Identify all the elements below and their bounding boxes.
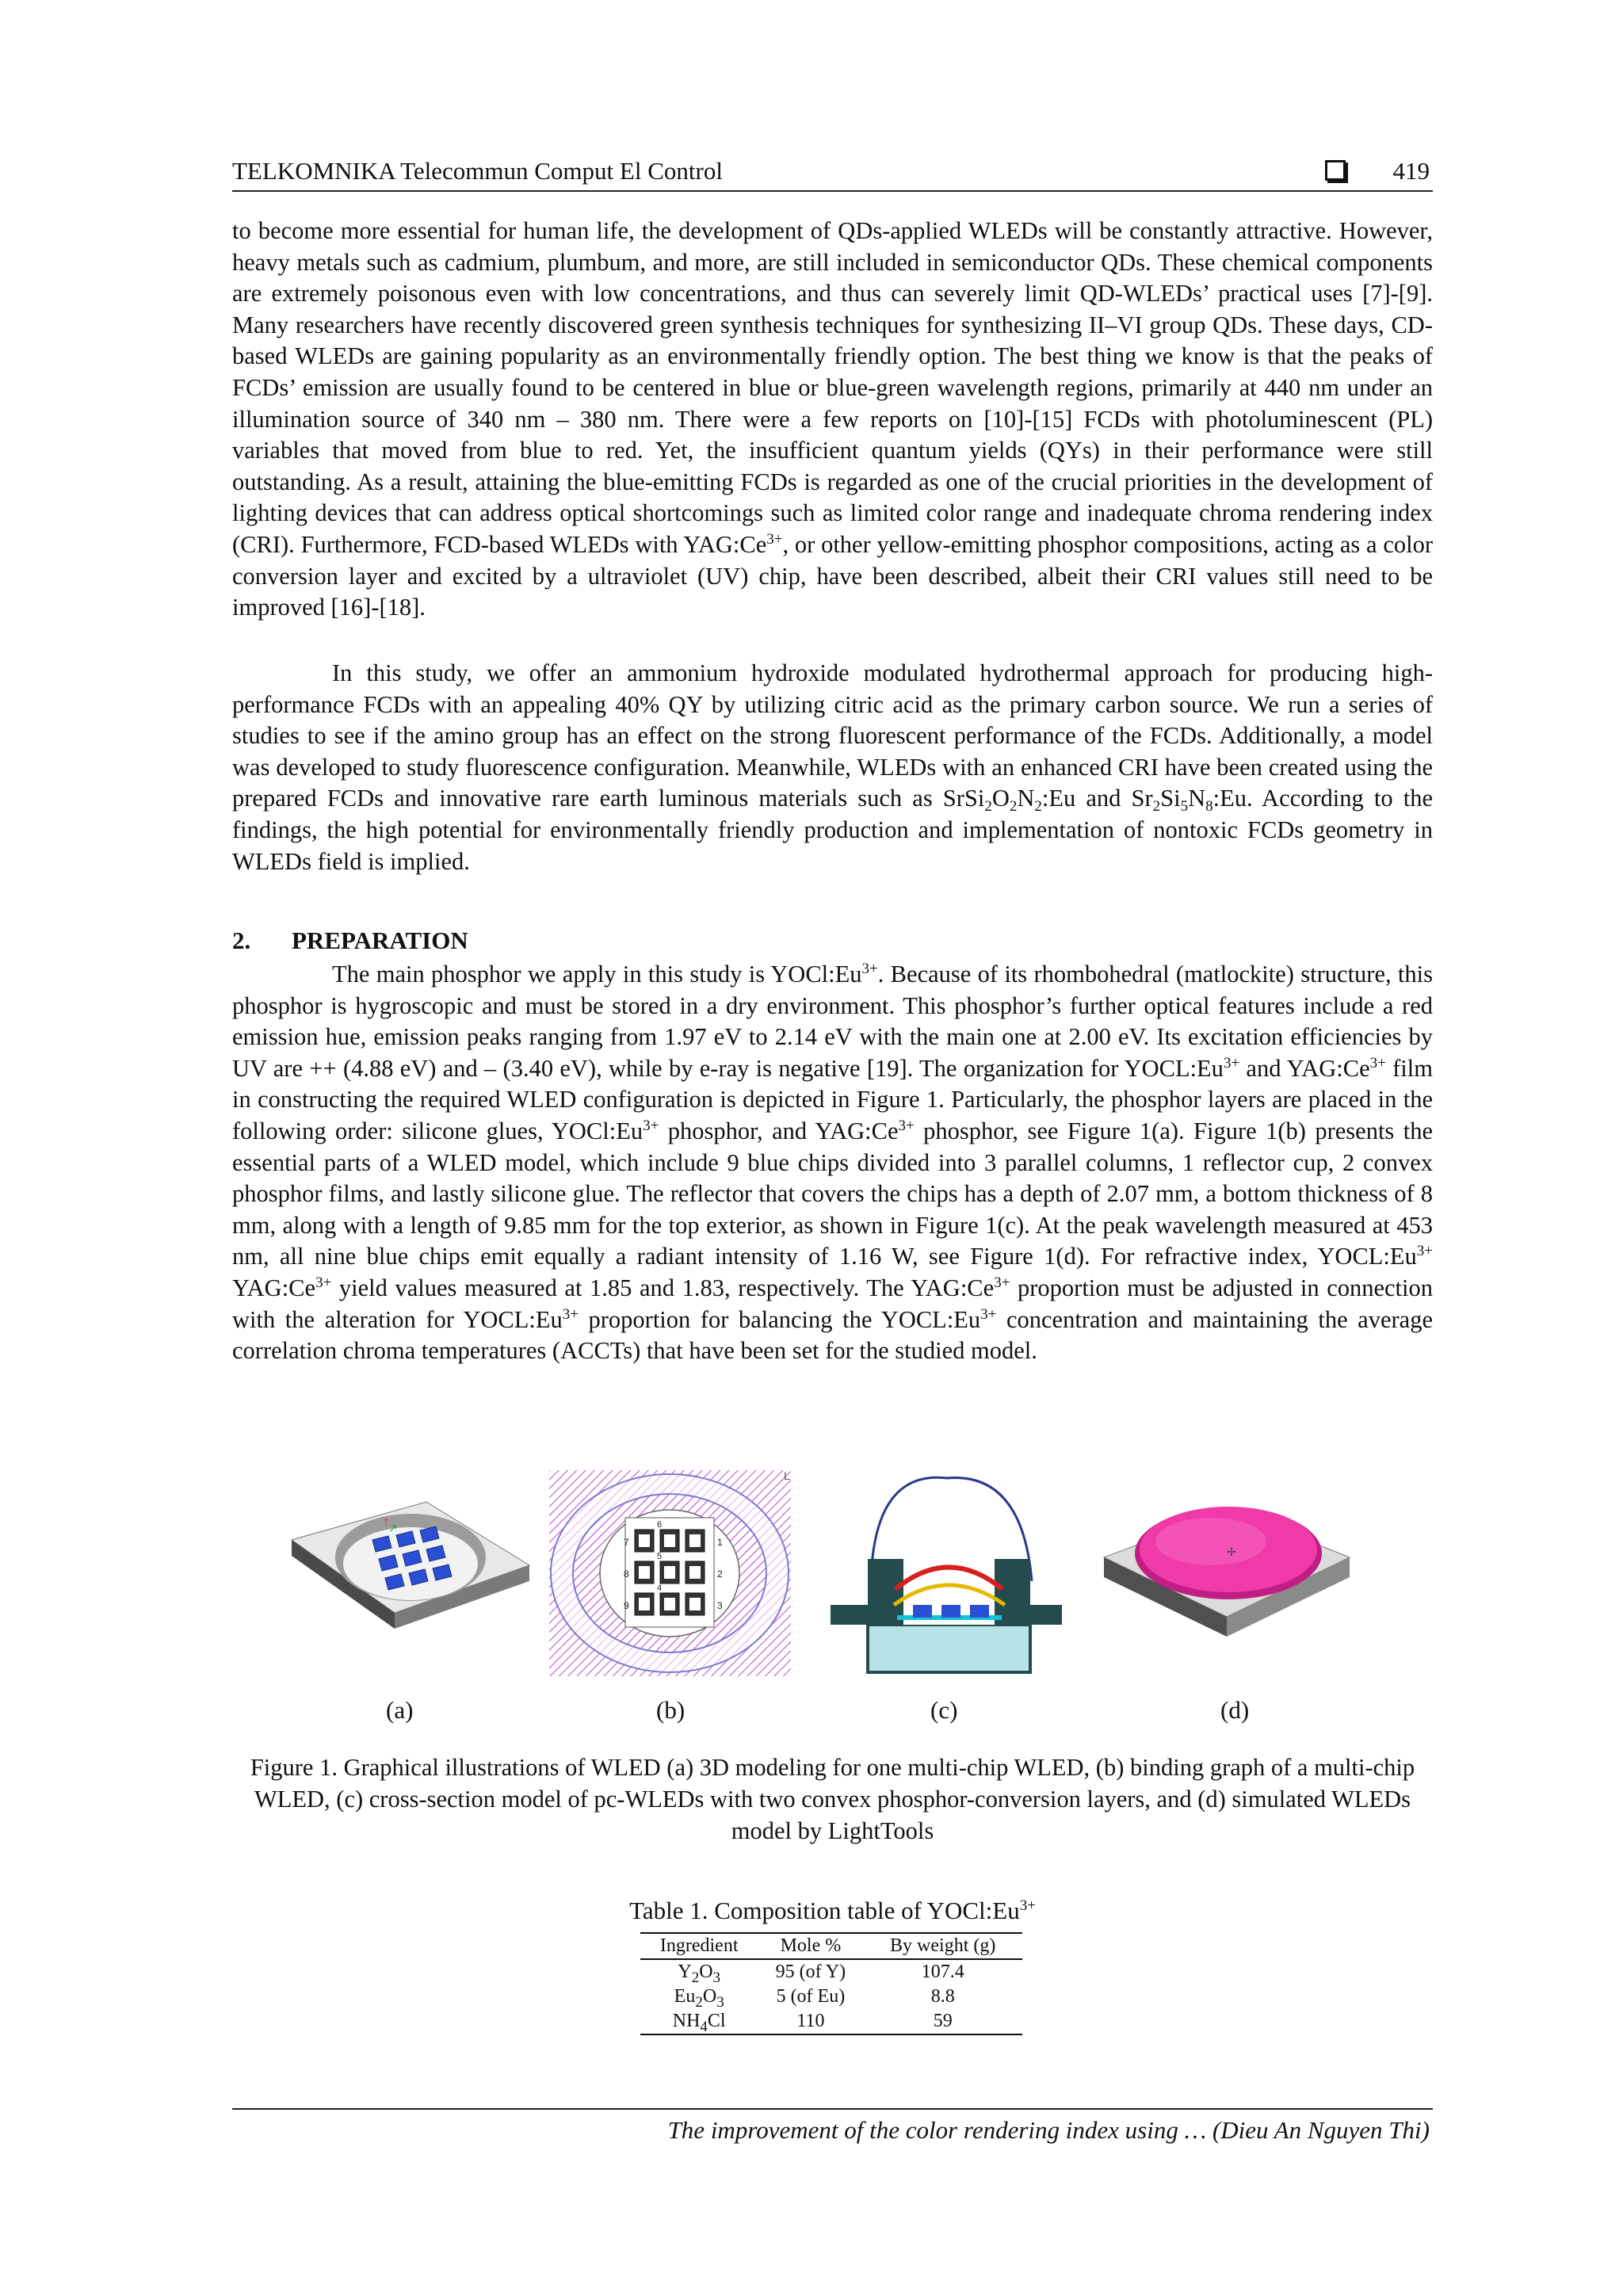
- blue-chip: [970, 1605, 989, 1618]
- table-row: [640, 1959, 1022, 1985]
- chip-pad: [664, 1566, 675, 1579]
- mole-cell: 95 (of Y): [775, 1962, 846, 1982]
- weight-cell: 107.4: [921, 1962, 964, 1982]
- chip-pad: [664, 1534, 675, 1547]
- checkbox-square-icon: [1325, 160, 1346, 181]
- study-paragraph: In this study, we offer an ammonium hydroxide modulated hydrothermal approach for producing high-performance FCDs with an appealing 40% QY by utilizing citric acid as the primary carbon source. We run a series of studies to see if the amino group has an effect on the strong fluorescent performance of the FCDs. Additionally, a model was developed to study fluorescence configuration. Meanwhile, WLEDs with an enhanced CRI have been created using the prepared FCDs and innovative rare earth luminous materials such as $SrSi_2O_2N_2:Eu$ and $Sr_2Si_5N_8:Eu$. According to the findings, the high potential for environmentally friendly production and implementation of nontoxic FCDs geometry in WLEDs field is implied.: [232, 659, 1434, 875]
- svg-text:L: L: [784, 1470, 790, 1482]
- blue-chip: [941, 1605, 960, 1618]
- running-header: [232, 155, 1433, 192]
- footer-title: The improvement of the color rendering index using … (Dieu An Nguyen Thi): [667, 2116, 1430, 2144]
- figure-label-c: (c): [930, 1696, 958, 1724]
- figure-1b-binding-graph: [549, 1470, 791, 1676]
- chip-number: 6: [657, 1520, 663, 1530]
- chip-number: 3: [717, 1600, 723, 1611]
- chip-number: 5: [657, 1552, 663, 1561]
- figure-1d-lighttools-model: [1100, 1470, 1354, 1676]
- column-header: By weight (g): [863, 1933, 1022, 1959]
- chip-pad: [689, 1566, 701, 1579]
- blue-chips-row: [913, 1605, 989, 1618]
- composition-table: [640, 1932, 1022, 2035]
- chip-pad: [639, 1534, 650, 1547]
- chip-number: 1: [717, 1537, 723, 1548]
- figure-label-d: (d): [1220, 1696, 1250, 1724]
- figure-1a-3d-model: [284, 1470, 536, 1675]
- preparation-paragraph: The main phosphor we apply in this study is $YOCl:Eu^{3+}$. Because of its rhombohedral (matlockite) structure, this phosphor is hygroscopic and must be stored in a dry environment. This phosphor’s further optical features include a red emission hue, emission peaks ranging from 1.97 eV to 2.14 eV with the main one at 2.00 eV. Its excitation efficiencies by UV are ++ (4.88 eV) and – (3.40 eV), while by e-ray is negative [19]. The organization for $YOCL:Eu^{3+}$ and $YAG:Ce^{3+}$ film in constructing the required WLED configuration is depicted in Figure 1. Particularly, the phosphor layers are placed in the following order: silicone glues, $YOCl:Eu^{3+}$ phosphor, and $YAG:Ce^{3+}$ phosphor, see Figure 1(a). Figure 1(b) presents the essential parts of a WLED model, which include 9 blue chips divided into 3 parallel columns, 1 reflector cup, 2 convex phosphor films, and lastly silicone glue. The reflector that covers the chips has a depth of 2.07 mm, a bottom thickness of 8 mm, along with a length of 9.85 mm for the top exterior, as shown in Figure 1(c). At the peak wavelength measured at 453 nm, all nine blue chips emit equally a radiant intensity of 1.16 W, see Figure 1(d). For refractive index, $YOCL:Eu^{3+}$ $YAG:Ce^{3+}$ yield values measured at 1.85 and 1.83, respectively. The $YAG:Ce^{3+}$ proportion must be adjusted in connection with the alteration for $YOCL:Eu^{3+}$ proportion for balancing the $YOCL:Eu^{3+}$ concentration and maintaining the average correlation chroma temperatures (ACCTs) that have been set for the studied model.: [232, 961, 1434, 1365]
- svg-text:↑: ↑: [383, 1515, 389, 1529]
- running-footer: [232, 2108, 1433, 2144]
- chip-pad: [639, 1566, 650, 1579]
- column-header: Ingredient: [640, 1933, 758, 1959]
- blue-chip: [913, 1605, 932, 1618]
- figure-label-b: (b): [656, 1696, 685, 1724]
- journal-title: TELKOMNIKA Telecommun Comput El Control: [232, 157, 723, 185]
- page-number: 419: [1392, 157, 1430, 185]
- chip-number: 7: [624, 1537, 629, 1548]
- figure-label-a: (a): [386, 1696, 414, 1724]
- intro-paragraph: to become more essential for human life, the development of QDs-applied WLEDs will be constantly attractive. However, heavy metals such as cadmium, plumbum, and more, are still included in semiconductor QDs. These chemical components are extremely poisonous even with low concentrations, and thus can severely limit QD-WLEDs’ practical uses [7]-[9]. Many researchers have recently discovered green synthesis techniques for synthesizing II–VI group QDs. These days, CD-based WLEDs are gaining popularity as an environmentally friendly option. The best thing we know is that the peaks of FCDs’ emission are usually found to be centered in blue or blue-green wavelength regions, primarily at 440 nm under an illumination source of 340 nm – 380 nm. There were a few reports on [10]-[15] FCDs with photoluminescent (PL) variables that moved from blue to red. Yet, the insufficient quantum yields (QYs) in their performance were still outstanding. As a result, attaining the blue-emitting FCDs is regarded as one of the crucial priorities in the development of lighting devices that can address optical shortcomings such as limited color range and inadequate chroma rendering index (CRI). Furthermore, FCD-based WLEDs with $YAG:Ce^{3+}$, or other yellow-emitting phosphor compositions, acting as a color conversion layer and excited by a ultraviolet (UV) chip, have been described, albeit their CRI values still need to be improved [16]-[18].: [232, 217, 1433, 621]
- mole-cell: 110: [758, 2009, 863, 2034]
- ingredient-cell: $Eu_2O_3$: [674, 1986, 724, 2011]
- table-header-row: [640, 1933, 1022, 1959]
- svg-text:✢: ✢: [1227, 1545, 1236, 1558]
- mole-cell: 5 (of Eu): [776, 1986, 846, 2007]
- column-header: Mole %: [758, 1933, 863, 1959]
- chip-number: 8: [624, 1568, 629, 1580]
- weight-cell: 59: [863, 2009, 1022, 2034]
- section-heading: 2. PREPARATION: [232, 926, 468, 954]
- chip-pad: [639, 1598, 650, 1610]
- table-row: [640, 1985, 1022, 2009]
- figure-caption: Figure 1. Graphical illustrations of WLED (a) 3D modeling for one multi-chip WLED, (b) binding graph of a multi-chip WLED, (c) cross-section model of pc-WLEDs with two convex phosphor-conversion layers, and (d) simulated WLEDs model by LightTools: [250, 1754, 1415, 1844]
- table-row: [640, 2009, 1022, 2034]
- ingredient-cell: $NH_4Cl$: [640, 2009, 758, 2034]
- chip-pad: [689, 1534, 701, 1547]
- chip-number: 4: [657, 1584, 663, 1593]
- ingredient-cell: $Y_2O_3$: [678, 1962, 721, 1986]
- chip-pad: [664, 1598, 675, 1610]
- chip-pad: [689, 1598, 701, 1610]
- weight-cell: 8.8: [930, 1986, 955, 2007]
- figure-1c-cross-section: [824, 1470, 1070, 1676]
- chip-number: 9: [624, 1600, 629, 1611]
- chip-number: 2: [717, 1568, 723, 1580]
- table-title: Table 1. Composition table of $YOCl:Eu^{3+}$: [629, 1897, 1036, 1924]
- svg-text:↗: ↗: [388, 1522, 398, 1534]
